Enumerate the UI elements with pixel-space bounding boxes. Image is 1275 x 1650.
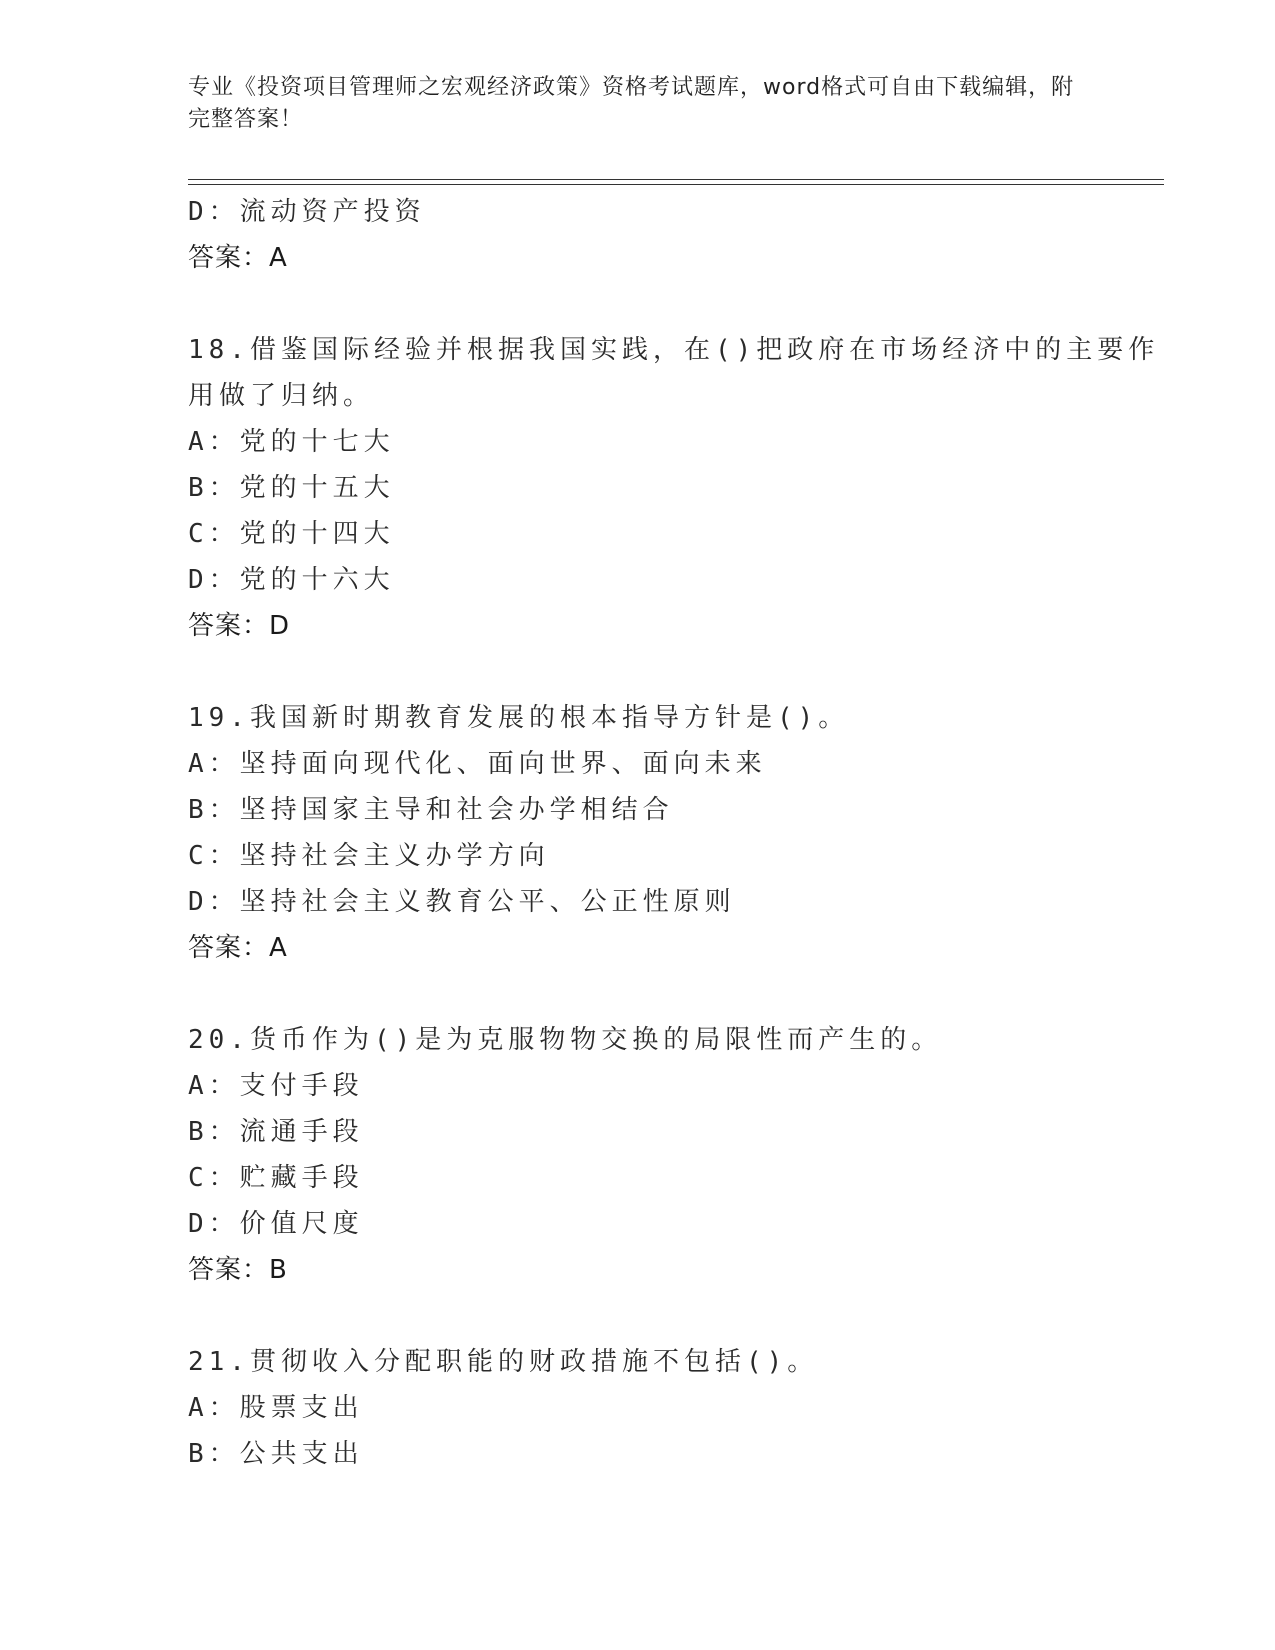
question-stem: 18.借鉴国际经验并根据我国实践，在()把政府在市场经济中的主要作 [188,335,1160,365]
spacer [188,649,1078,695]
question-stem: 19.我国新时期教育发展的根本指导方针是()。 [188,703,850,733]
option-a: A：支付手段 [188,1071,364,1101]
option-d: D：价值尺度 [188,1209,364,1239]
header-divider-top [188,179,1164,180]
option-a: A：股票支出 [188,1393,364,1423]
option-a: A：党的十七大 [188,427,395,457]
option-d: D：坚持社会主义教育公平、公正性原则 [188,887,736,917]
option-c: C：坚持社会主义办学方向 [188,841,550,871]
answer-line: 答案：B [188,1255,288,1285]
answer-line: 答案：D [188,611,291,641]
question-stem: 21.贯彻收入分配职能的财政措施不包括()。 [188,1347,819,1377]
answer-line: 答案：A [188,243,288,273]
option-d: D：流动资产投资 [188,197,426,227]
option-d: D：党的十六大 [188,565,395,595]
spacer [188,971,1078,1017]
answer-line: 答案：A [188,933,288,963]
question-content [188,189,1160,1477]
document-header: 专业《投资项目管理师之宏观经济政策》资格考试题库，word格式可自由下载编辑，附完整答案！ [188,75,1075,132]
header-divider-bottom [188,184,1164,185]
spacer [188,281,1078,327]
option-c: C：贮藏手段 [188,1163,364,1193]
option-b: B：坚持国家主导和社会办学相结合 [188,795,674,825]
option-b: B：公共支出 [188,1439,364,1469]
option-b: B：党的十五大 [188,473,395,503]
question-stem: 20.货币作为()是为克服物物交换的局限性而产生的。 [188,1025,943,1055]
question-stem-continued: 用做了归纳。 [188,381,375,411]
option-a: A：坚持面向现代化、面向世界、面向未来 [188,749,767,779]
spacer [188,1293,1078,1339]
option-b: B：流通手段 [188,1117,364,1147]
option-c: C：党的十四大 [188,519,395,549]
